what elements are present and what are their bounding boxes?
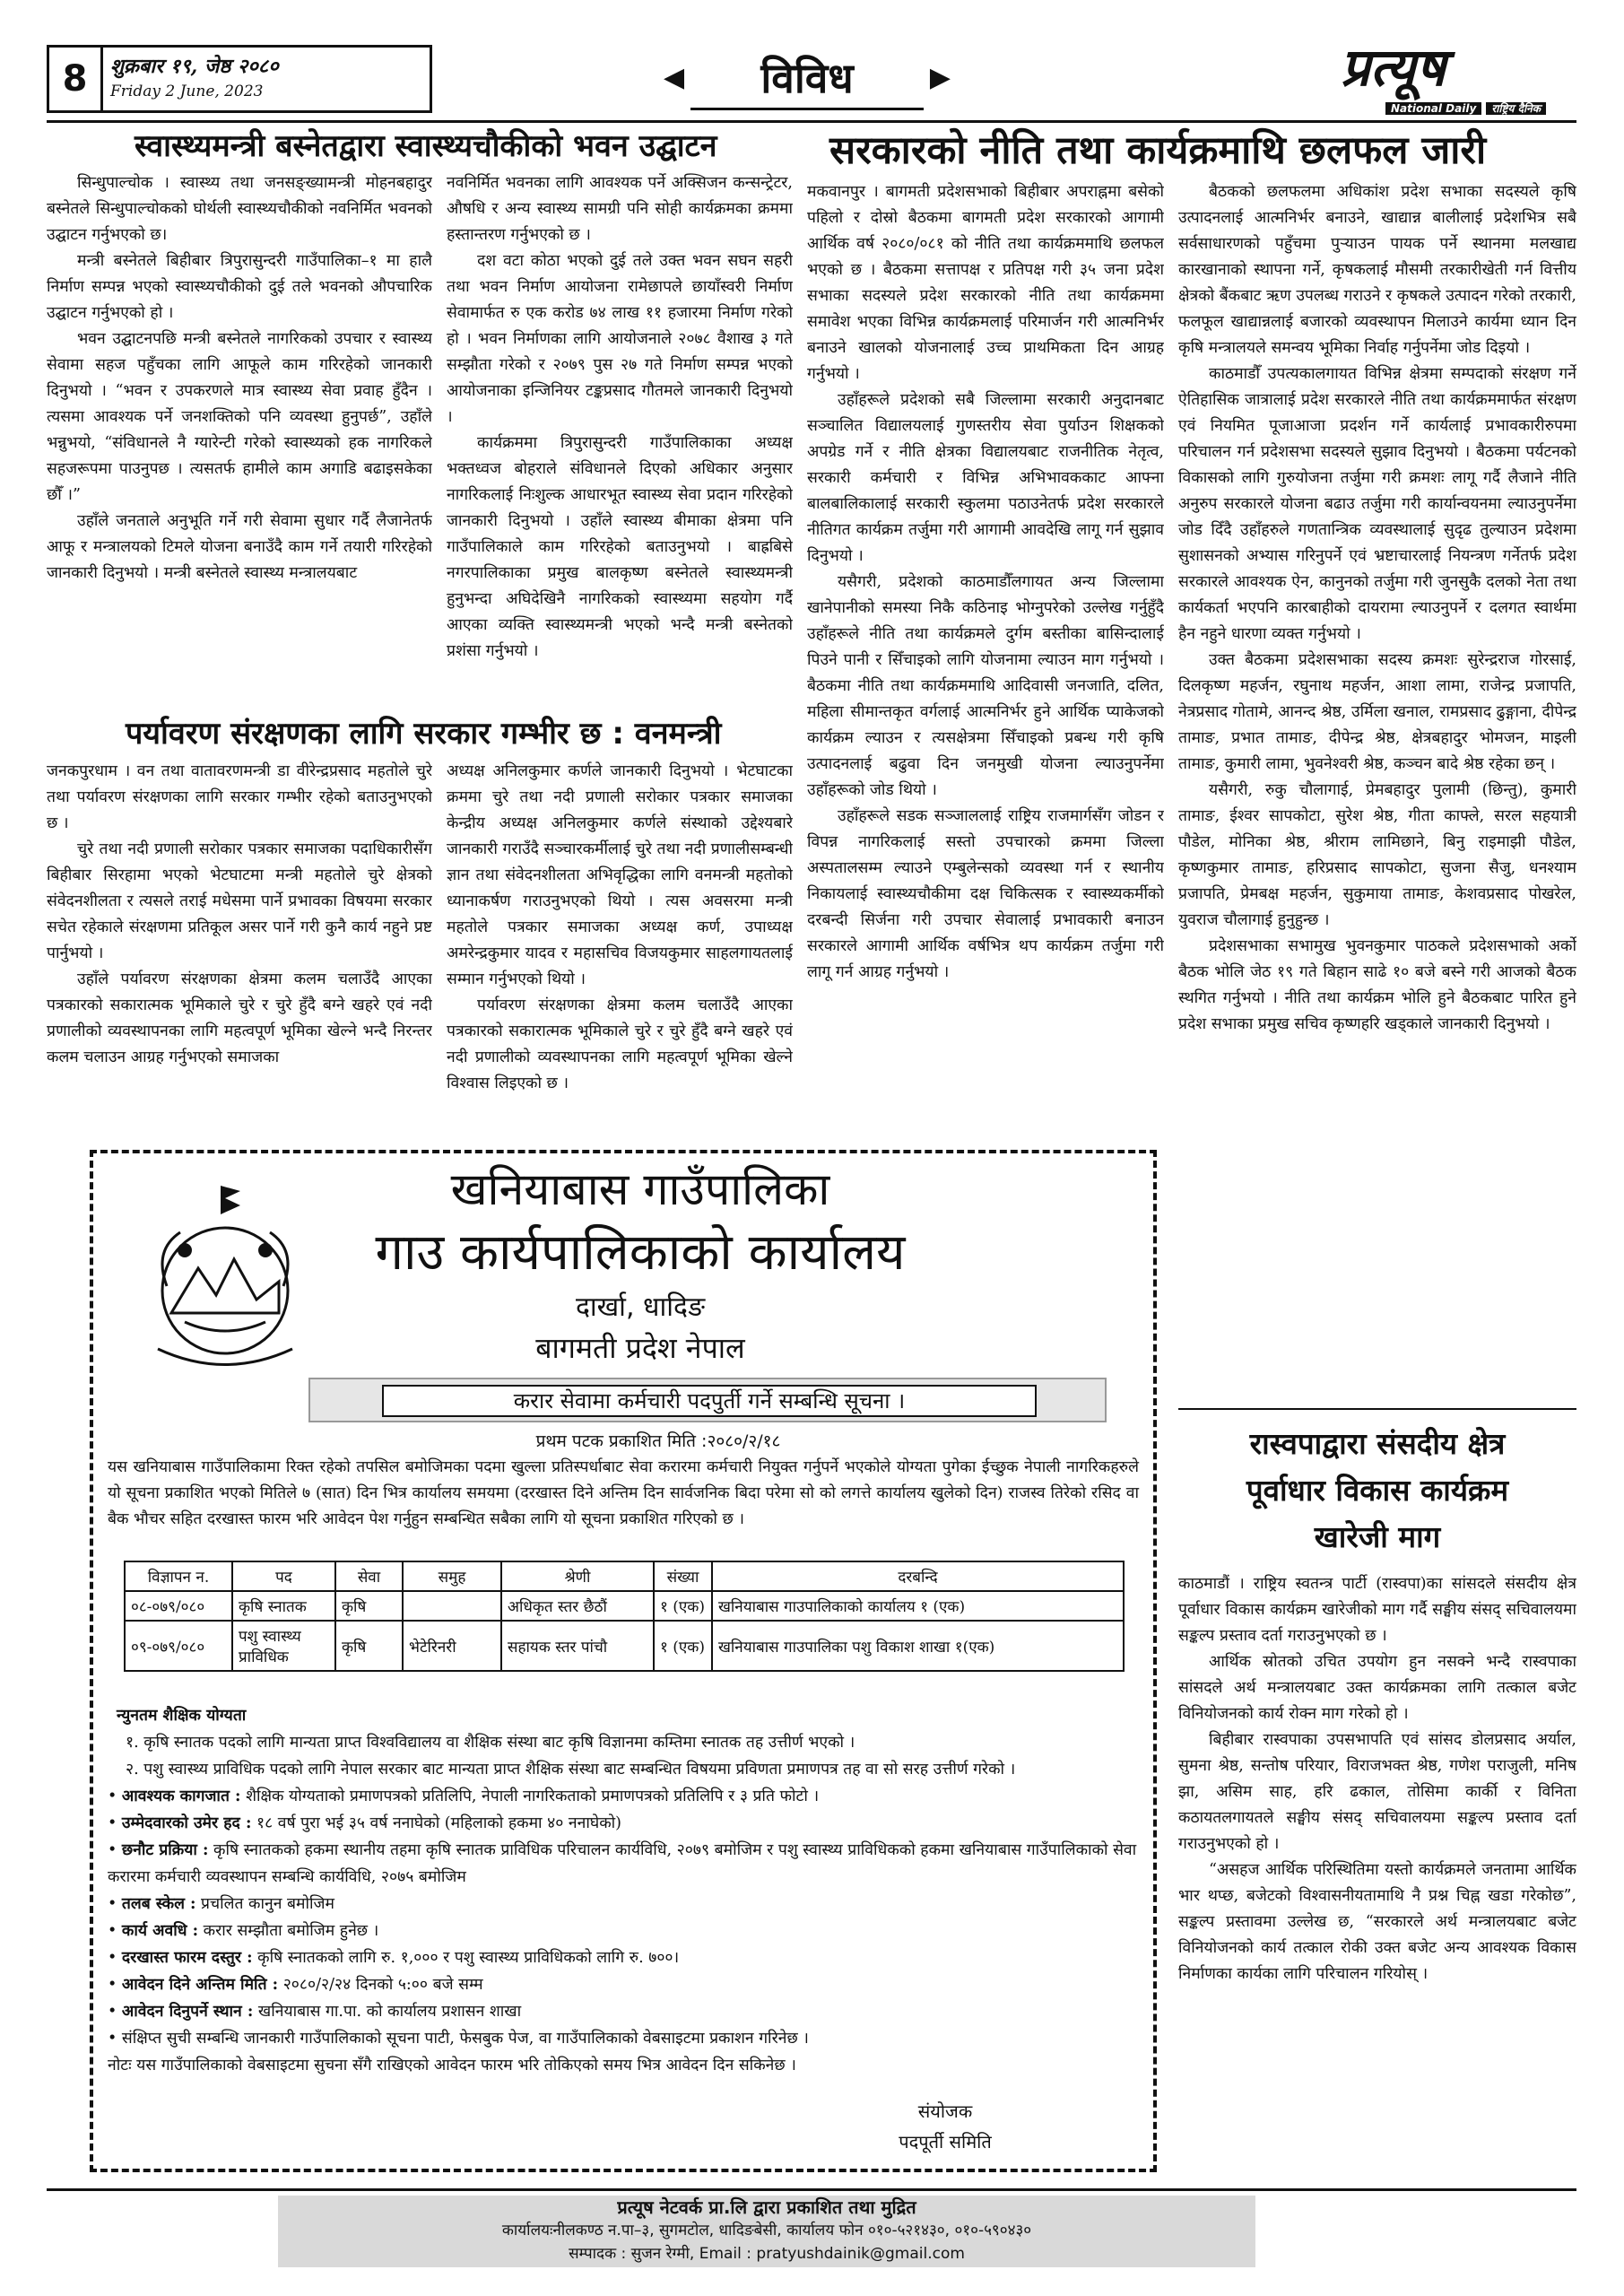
requirement-text: कृषि स्नातकको लागि रु. १,००० र पशु स्वास्थ्य प्राविधिकको लागि रु. ७००। xyxy=(252,1949,680,1967)
notice-note: नोटः यस गाउँपालिकाको वेबसाइटमा सुचना सँगै राखिएको आवेदन फारम भरि तोकिएको समय भित्र आवेदन दिन सकिनेछ । xyxy=(108,2057,796,2074)
paragraph: यसैगरी, प्रदेशको काठमाडौँलगायत अन्य जिल्लामा खानेपानीको समस्या निकै कठिनाइ भोग्नुपरेको उल्लेख गर्नुहुँदै उहाँहरूले नीति तथा कार्यक्रमले दुर्गम बस्तीका बासिन्दालाई पिउने पानी र सिँचाइको लागि योजनामा ल्याउन माग गर्नुभयो । बैठकमा नीति तथा कार्यक्रममाथि आदिवासी जनजाति, दलित, महिला सीमान्तकृत वर्गलाई आत्मनिर्भर हुने आर्थिक प्याकेजको कार्यक्रम ल्याउन र त्यसक्षेत्रमा सिँचाइको प्रबन्ध गरी कृषि उत्पादनलाई बढुवा दिन जनमुखी योजना ल्याउनुपर्नेमा उहाँहरूको जोड थियो । xyxy=(807,573,1164,799)
bullet-icon: • xyxy=(108,1814,122,1832)
bullet-icon: • xyxy=(108,1949,122,1967)
requirement-text: करार सम्झौता बमोजिम हुनेछ । xyxy=(198,1922,379,1940)
requirement-text: खनियाबास गा.पा. को कार्यालय प्रशासन शाखा xyxy=(253,2003,522,2021)
requirement-label: तलब स्केल : xyxy=(121,1895,196,1913)
requirement-label: आवेदन दिनुपर्ने स्थान : xyxy=(121,2003,254,2021)
date-nepali: शुक्रबार १९, जेष्ठ २०८० xyxy=(110,55,279,78)
requirement-label: आवेदन दिने अन्तिम मिति : xyxy=(121,1976,279,1994)
signatory-title: संयोजक xyxy=(917,2100,973,2122)
qualification-item: १. कृषि स्नातक पदको लागि मान्यता प्राप्त विश्वविद्यालय वा शैक्षिक संस्था बाट कृषि विज्ञानमा कम्तिमा स्नातक तह उत्तीर्ण भएको । xyxy=(126,1734,855,1752)
requirement-item xyxy=(108,1837,1139,1891)
paragraph: यसैगरी, रुकु चौलागाई, प्रेमबहादुर पुलामी (छिन्तु), कुमारी तामाङ, ईश्वर सापकोटा, सुरेश श्रेष्ठ, गीता काफ्ले, सरल सहयात्री पौडेल, मोनिका श्रेष्ठ, श्रीराम लामिछाने, बिनु राइमाझी पौडेल, कृष्णकुमार तामाङ, हरिप्रसाद सापकोटा, सुजना सैजु, धनश्याम प्रजापति, प्रेमबक्ष महर्जन, सुकुमाया तामाङ, केशवप्रसाद पोखरेल, युवराज चौलागाई हुनुहुन्छ । xyxy=(1178,781,1576,929)
policy-col-2 xyxy=(1178,179,1576,1381)
bullet-icon: • xyxy=(108,1787,122,1805)
requirement-item xyxy=(108,1783,1139,1810)
column-header: पद xyxy=(232,1561,335,1591)
requirement-text: कृषि स्नातकको हकमा स्थानीय तहमा कृषि स्नातक प्राविधिक परिचालन कार्यविधि, २०७९ बमोजिम र पशु स्वास्थ्य प्राविधिकको हकमा खनियाबास गाउँपालिकाको सेवा करारमा कर्मचारी व्यवस्थापन सम्बन्धि कार्यविधि, २०७५ बमोजिम xyxy=(108,1841,1137,1886)
notice-office: गाउ कार्यपालिकाको कार्यालय xyxy=(375,1223,906,1282)
requirement-item xyxy=(108,1944,1139,1971)
table-cell: ०९-०७९/०८० xyxy=(125,1621,232,1671)
section-tab xyxy=(664,45,951,113)
bullet-icon: • xyxy=(108,1922,122,1940)
footer-address: कार्यालयःनीलकण्ठ न.पा–३, सुगमटोल, धादिङबेसी, कार्यालय फोन ०१०-५२१४३०, ०१०-५९०४३० xyxy=(501,2222,1032,2239)
bullet-icon: • xyxy=(108,1841,122,1859)
paragraph: सिन्धुपाल्चोक । स्वास्थ्य तथा जनसङ्ख्यामन्त्री मोहनबहादुर बस्नेतले सिन्धुपाल्चोकको घोर्थली स्वास्थ्यचौकीको नवनिर्मित भवनको उद्घाटन गर्नुभएको छ। xyxy=(47,174,432,244)
requirement-item xyxy=(108,1971,1139,1998)
paragraph: उक्त बैठकमा प्रदेशसभाका सदस्य क्रमशः सुरेन्द्रराज गोरसाई, दिलकृष्ण महर्जन, रघुनाथ महर्जन, आशा लामा, राजेन्द्र प्रजापति, नेत्रप्रसाद गोतामे, आनन्द श्रेष्ठ, उर्मिला खनाल, रामप्रसाद ढुङ्गाना, दीपेन्द्र तामाङ, प्रभात तामाङ, दीपेन्द्र श्रेष्ठ, क्षेत्रबहादुर भोमजन, माइली तामाङ, कुमारी लामा, भुवनेश्वरी श्रेष्ठ, कञ्चन बादे श्रेष्ठ रहेका छन् । xyxy=(1178,651,1576,773)
paragraph: काठमाडौं । राष्ट्रिय स्वतन्त्र पार्टी (रास्वपा)का सांसदले संसदीय क्षेत्र पूर्वाधार विकास कार्यक्रम खारेजीको माग गर्दै सङ्घीय संसद् सचिवालयमा सङ्कल्प प्रस्ताव दर्ता गराउनुभएको छ । xyxy=(1178,1575,1576,1645)
table-cell xyxy=(403,1591,501,1621)
paragraph: बिहीबार रास्वपाका उपसभापति एवं सांसद डोलप्रसाद अर्याल, सुमना श्रेष्ठ, सन्तोष परियार, विराजभक्त श्रेष्ठ, गणेश पराजुली, मनिष झा, असिम साह, हरि ढकाल, तोसिमा कार्की र विनिता कठायतलगायतले सङ्घीय संसद् सचिवालयमा सङ्कल्प प्रस्ताव दर्ता गराउनुभएको हो । xyxy=(1178,1731,1576,1853)
bullet-icon: • xyxy=(108,2030,122,2048)
min-qualification-title: न्युनतम शैक्षिक योग्यता xyxy=(117,1707,247,1725)
paragraph: कार्यक्रममा त्रिपुरासुन्दरी गाउँपालिकाका अध्यक्ष भक्तध्वज बोहराले संविधानले दिएको अधिकार अनुसार नागरिकलाई निःशुल्क आधारभूत स्वास्थ्य सेवा प्रदान गरिरहेको जानकारी दिनुभयो । उहाँले स्वास्थ्य बीमाका क्षेत्रमा पनि गाउँपालिकाले काम गरिरहेको बताउनुभयो । बाह्रबिसे नगरपालिकाका प्रमुख बालकृष्ण बस्नेतले स्वास्थ्यमन्त्री हुनुभन्दा अघिदेखिनै नागरिकको स्वास्थ्यमा सहयोग गर्दै आएका व्यक्ति स्वास्थ्यमन्त्री भएको भन्दै मन्त्री बस्नेतको प्रशंसा गर्नुभयो । xyxy=(447,434,793,660)
arrow-right-icon: ▶ xyxy=(929,62,951,93)
requirement-label: छनौट प्रक्रिया : xyxy=(121,1841,209,1859)
notice-place: दार्खा, धादिङ xyxy=(575,1292,706,1323)
requirement-label: आवश्यक कागजात : xyxy=(121,1787,241,1805)
table-cell: १ (एक) xyxy=(654,1591,712,1621)
footer xyxy=(278,2196,1255,2267)
bullet-icon: • xyxy=(108,1895,122,1913)
requirement-text: २०८०/२/२४ दिनको ५:०० बजे सम्म xyxy=(278,1976,483,1994)
table-cell: अधिकृत स्तर छैठौं xyxy=(501,1591,654,1621)
headline-rpp-2: पूर्वाधार विकास कार्यक्रम xyxy=(1246,1473,1509,1508)
page-number: 8 xyxy=(49,48,103,110)
headline-policy: सरकारको नीति तथा कार्यक्रमाथि छलफल जारी xyxy=(829,128,1487,173)
requirement-text: १८ वर्ष पुरा भई ३५ वर्ष ननाघेको (महिलाको हकमा ४० ननाघेको) xyxy=(251,1814,621,1832)
signatory-committee: पदपूर्ती समिति xyxy=(899,2131,992,2152)
paragraph: अध्यक्ष अनिलकुमार कर्णले जानकारी दिनुभयो । भेटघाटका क्रममा चुरे तथा नदी प्रणाली सरोकार पत्रकार समाजका केन्द्रीय अध्यक्ष अनिलकुमार कर्णले संस्थाको उद्देश्यबारे जानकारी गराउँदै सञ्चारकर्मीलाई चुरे तथा नदी प्रणालीसम्बन्धी ज्ञान तथा संवेदनशीलता अभिवृद्धिका लागि वनमन्त्री महतोको ध्यानाकर्षण गराउनुभएको थियो । त्यस अवसरमा मन्त्री महतोले पत्रकार समाजका अध्यक्ष कर्ण, उपाध्यक्ष अमरेन्द्रकुमार यादव र महासचिव विजयकुमार साहलगायतलाई सम्मान गर्नुभएको थियो । xyxy=(447,762,793,988)
notice-subject-band xyxy=(308,1378,1107,1422)
logo-tagline xyxy=(1385,99,1546,116)
notice-box xyxy=(90,1150,1157,2172)
health-col-1 xyxy=(47,170,432,673)
footer-publisher: प्रत्यूष नेटवर्क प्रा.लि द्वारा प्रकाशित तथा मुद्रित xyxy=(617,2196,916,2218)
table-cell: ०८-०७९/०८० xyxy=(125,1591,232,1621)
table-cell: १ (एक) xyxy=(654,1621,712,1671)
requirement-text: संक्षिप्त सुची सम्बन्धि जानकारी गाउँपालिकाको सूचना पाटी, फेसबुक पेज, वा गाउँपालिकाको वेबसाइटमा प्रकाशन गरिनेछ । xyxy=(121,2030,809,2048)
table-cell: खनियाबास गाउपालिकाको कार्यालय १ (एक) xyxy=(712,1591,1124,1621)
env-col-1 xyxy=(47,759,432,1134)
table-cell: खनियाबास गाउपालिका पशु विकाश शाखा १(एक) xyxy=(712,1621,1124,1671)
headline-health: स्वास्थ्यमन्त्री बस्नेतद्वारा स्वास्थ्यचौकीको भवन उद्घाटन xyxy=(135,128,717,164)
paragraph: उहाँहरूले सडक सञ्जाललाई राष्ट्रिय राजमार्गसँग जोडन र विपन्न नागरिकलाई सस्तो उपचारको क्रममा जिल्ला अस्पतालसम्म ल्याउने एम्बुलेन्सको व्यवस्था गर्न र स्थानीय निकायलाई स्वास्थ्यचौकीमा दक्ष चिकित्सक र स्वास्थ्यकर्मीको दरबन्दी सिर्जना गरी उपचार सेवालाई प्रभावकारी बनाउन सरकारले आगामी आर्थिक वर्षभित्र थप कार्यक्रम तर्जुमा गरी लागू गर्न आग्रह गर्नुभयो । xyxy=(807,807,1164,981)
notice-published-date: प्रथम पटक प्रकाशित मिति :२०८०/२/१८ xyxy=(535,1431,781,1451)
notice-org: खनियाबास गाउँपालिका xyxy=(450,1163,830,1215)
header-rule xyxy=(47,120,1576,123)
requirement-item xyxy=(108,2025,1139,2052)
page-header-left xyxy=(47,45,432,113)
paragraph: बैठकको छलफलमा अधिकांश प्रदेश सभाका सदस्यले कृषि उत्पादनलाई आत्मनिर्भर बनाउने, खाद्यान्न बालीलाई प्रदेशभित्र सबै सर्वसाधारणको पहुँचमा पुर्‍याउन पायक पर्ने स्थानमा मलखाद्य कारखानाको स्थापना गर्ने, कृषकलाई मौसमी तरकारीखेती गर्न वित्तीय क्षेत्रको बैंकबाट ऋण उपलब्ध गराउने र कृषकले उत्पादन गरेको तरकारी, फलफूल खाद्यान्नलाई बजारको व्यवस्थापन मिलाउने कार्यमा ध्यान दिन कृषि मन्त्रालयले समन्वय भूमिका निर्वाह गर्नुपर्नेमा जोड दिइयो । xyxy=(1178,183,1576,357)
requirement-item xyxy=(108,1918,1139,1944)
table-row xyxy=(125,1591,1124,1621)
notice-province: बागमती प्रदेश नेपाल xyxy=(535,1331,745,1365)
headline-environment: पर्यावरण संरक्षणका लागि सरकार गम्भीर छ : वनमन्त्री xyxy=(126,716,722,752)
paragraph: पर्यावरण संरक्षणका क्षेत्रमा कलम चलाउँदै आएका पत्रकारको सकारात्मक भूमिकाले चुरे र चुरे हुँदै बग्ने खहरे एवं नदी प्रणालीको व्यवस्थापनका लागि महत्वपूर्ण भूमिका खेल्ने विश्वास लिइएको छ । xyxy=(447,996,793,1092)
logo-wordmark: प्रत्यूष xyxy=(1341,37,1446,98)
section-title: विविध xyxy=(760,54,854,102)
column-header: दरबन्दि xyxy=(712,1561,1124,1591)
notice-body: यस खनियाबास गाउँपालिकामा रिक्त रहेको तपसिल बमोजिमका पदमा खुल्ला प्रतिस्पर्धाबाट सेवा करारमा कर्मचारी नियुक्त गर्नुपर्ने भएकोले योग्यता पुगेका ईच्छुक नेपाली नागरिकहरुले यो सूचना प्रकाशित भएको मितिले ७ (सात) दिन भित्र कार्यालय समयमा (दरखास्त दिने अन्तिम दिन सार्वजनिक बिदा परेमा सो को लगत्ते कार्यालय खुलेको दिन) राजस्व तिरेको रसिद वा बैक भौचर सहित दरखास्त फारम भरि आवेदन पेश गर्नुहुन सम्बन्धित सबैका लागि यो सूचना प्रकाशित गरिएको छ । xyxy=(108,1458,1139,1528)
requirement-item xyxy=(108,1810,1139,1837)
column-header: श्रेणी xyxy=(501,1561,654,1591)
column-header: विज्ञापन न. xyxy=(125,1561,232,1591)
env-col-2 xyxy=(447,759,793,1134)
bullet-icon: • xyxy=(108,2003,122,2021)
table-header-row xyxy=(125,1561,1124,1591)
paragraph: मन्त्री बस्नेतले बिहीबार त्रिपुरासुन्दरी गाउँपालिका–१ मा हालै निर्माण सम्पन्न भएको स्वास्थ्यचौकीको दुई तले भवनको औपचारिक उद्घाटन गर्नुभएको हो । xyxy=(47,252,432,322)
vacancy-table xyxy=(124,1561,1125,1672)
paragraph: आर्थिक स्रोतको उचित उपयोग हुन नसक्ने भन्दै रास्वपाका सांसदले अर्थ मन्त्रालयबाट उक्त कार्यक्रमका लागि तत्काल बजेट विनियोजनको कार्य रोक्न माग गरेको हो । xyxy=(1178,1653,1576,1723)
rpp-top-rule xyxy=(1178,1408,1576,1410)
table-cell: भेटेरिनरी xyxy=(403,1621,501,1671)
health-col-2 xyxy=(447,170,793,673)
requirement-item xyxy=(108,1998,1139,2025)
requirement-text: शैक्षिक योग्यताको प्रमाणपत्रको प्रतिलिपि, नेपाली नागरिकताको प्रमाणपत्रको प्रतिलिपि र ३ प्रति फोटो । xyxy=(240,1787,820,1805)
paragraph: काठमाडौँ उपत्यकालगायत विभिन्न क्षेत्रमा सम्पदाको संरक्षण गर्ने ऐतिहासिक जात्रालाई प्रदेश सरकारले नीति तथा कार्यक्रममार्फत संरक्षण एवं नियमित पूजाआजा प्रदर्शन गर्ने कार्यलाई प्रभावकारीरुपमा परिचालन गर्न प्रदेशसभा सदस्यले सुझाव दिनुभयो । बैठकमा पर्यटनको विकासको लागि गुरुयोजना तर्जुमा गरी क्रमशः लागू गर्दै लैजाने नीति अनुरुप सरकारले योजना बढाउ तर्जुमा गरी कार्यान्वयनमा ल्याउनुपर्नेमा जोड दिँदै उहाँहरुले गणतान्त्रिक व्यवस्थालाई सुदृढ तुल्याउन प्रदेशमा सुशासनको अभ्यास गरिनुपर्ने एवं भ्रष्टाचारलाई नियन्त्रण गर्नेतर्फ प्रदेश सरकारले आवश्यक ऐन, कानुनको तर्जुमा गरी जुनसुकै दलको नेता तथा कार्यकर्ता भएपनि कारबाहीको दायरामा ल्याउनुपर्ने र दलगत स्वार्थमा हैन नहुने धारणा व्यक्त गर्नुभयो । xyxy=(1178,365,1576,643)
paragraph: उहाँले पर्यावरण संरक्षणका क्षेत्रमा कलम चलाउँदै आएका पत्रकारको सकारात्मक भूमिकाले चुरे र चुरे हुँदै बग्ने खहरे एवं नदी प्रणालीको व्यवस्थापनका लागि महत्वपूर्ण भूमिका खेल्ने भन्दै निरन्तर कलम चलाउन आग्रह गर्नुभएको समाजका xyxy=(47,970,432,1066)
requirement-item xyxy=(108,1891,1139,1918)
column-header: समुह xyxy=(403,1561,501,1591)
requirement-label: उम्मेदवारको उमेर हद : xyxy=(121,1814,252,1832)
government-seal xyxy=(131,1178,319,1376)
logo-tagline-np: राष्ट्रिय दैनिक xyxy=(1486,102,1546,115)
paragraph: नवनिर्मित भवनका लागि आवश्यक पर्ने अक्सिजन कन्सन्ट्रेटर, औषधि र अन्य स्वास्थ्य सामग्री पनि सोही कार्यक्रमका क्रममा हस्तान्तरण गर्नुभएको छ । xyxy=(447,174,793,244)
paragraph: उहाँले जनताले अनुभूति गर्ने गरी सेवामा सुधार गर्दै लैजानेतर्फ आफू र मन्त्रालयको टिमले योजना बनाउँदै काम गर्ने तयारी गरिरहेको जानकारी दिनुभयो । मन्त्री बस्नेतले स्वास्थ्य मन्त्रालयबाट xyxy=(47,512,432,582)
requirement-label: कार्य अवधि : xyxy=(121,1922,199,1940)
table-cell: सहायक स्तर पांचौ xyxy=(501,1621,654,1671)
paragraph: उहाँहरूले प्रदेशको सबै जिल्लामा सरकारी अनुदानबाट सञ्चालित विद्यालयलाई गुणस्तरीय सेवा पुर्याउन शिक्षकको अपग्रेड गर्ने र नीति क्षेत्रका विद्यालयबाट राजनीतिक नेतृत्व, सरकारी कर्मचारी र विभिन्न अभिभावककाट आफ्ना बालबालिकालाई सरकारी स्कुलमा पठाउनेतर्फ प्रदेश सरकारले नीतिगत कार्यक्रम तर्जुमा गरी आगामी आवदेखि लागू गर्न सुझाव दिनुभयो । xyxy=(807,391,1164,565)
footer-editor: सम्पादक : सुजन रेग्मी, Email : pratyushdainik@gmail.com xyxy=(569,2245,965,2263)
column-header: सेवा xyxy=(335,1561,403,1591)
footer-rule xyxy=(47,2188,1576,2191)
bullet-icon: • xyxy=(108,1976,122,1994)
paragraph: मकवानपुर । बागमती प्रदेशसभाको बिहीबार अपराह्नमा बसेको पहिलो र दोस्रो बैठकमा बागमती प्रदेश सरकारको आगामी आर्थिक वर्ष २०८०/०८१ को नीति तथा कार्यक्रममाथि छलफल भएको छ । बैठकमा सत्तापक्ष र प्रतिपक्ष गरी ३५ जना प्रदेश सभाका सदस्यले प्रदेश सरकारको नीति तथा कार्यक्रममा समावेश भएका विभिन्न कार्यक्रमलाई परिमार्जन गरी आत्मनिर्भर बनाउने खालको योजनालाई उच्च प्राथमिकता दिन आग्रह गर्नुभयो । xyxy=(807,183,1164,383)
logo-tagline-en: National Daily xyxy=(1385,102,1481,115)
rpp-body xyxy=(1178,1571,1576,2145)
paragraph: प्रदेशसभाका सभामुख भुवनकुमार पाठकले प्रदेशसभाको अर्को बैठक भोलि जेठ १९ गते बिहान साढे १० बजे बस्ने गरी आजको बैठक स्थगित गर्नुभयो । नीति तथा कार्यक्रम भोलि हुने बैठकबाट पारित हुने प्रदेश सभाका प्रमुख सचिव कृष्णहरि खड्काले जानकारी दिनुभयो । xyxy=(1178,937,1576,1033)
column-header: संख्या xyxy=(654,1561,712,1591)
paragraph: जनकपुरधाम । वन तथा वातावरणमन्त्री डा वीरेन्द्रप्रसाद महतोले चुरे तथा पर्यावरण संरक्षणका लागि सरकार गम्भीर रहेको बताउनुभएको छ । xyxy=(47,762,432,832)
paragraph: भवन उद्घाटनपछि मन्त्री बस्नेतले नागरिकको उपचार र स्वास्थ्य सेवामा सहज पहुँचका लागि आफूले काम गरिरहेको जानकारी दिनुभयो । “भवन र उपकरणले मात्र स्वास्थ्य सेवा प्रवाह हुँदैन । त्यसमा आवश्यक पर्ने जनशक्तिको पनि व्यवस्था हुनुपर्छ”, उहाँले भन्नुभयो, “संविधानले नै ग्यारेन्टी गरेको स्वास्थ्यको हक नागरिकले सहजरूपमा पाउनुपछ । त्यसतर्फ हामीले काम अगाडि बढाइसकेका छौँ ।” xyxy=(47,330,432,504)
qualification-item: २. पशु स्वास्थ्य प्राविधिक पदको लागि नेपाल सरकार बाट मान्यता प्राप्त शैक्षिक संस्था बाट सम्बन्धित विषयमा प्रविणता प्रमाणपत्र तह वा सो सरह उत्तीर्ण गरेको । xyxy=(126,1761,1016,1779)
table-row xyxy=(125,1621,1124,1671)
headline-rpp-3: खारेजी माग xyxy=(1314,1519,1441,1554)
requirements xyxy=(108,1702,1139,2079)
table-cell: पशु स्वास्थ्य प्राविधिक xyxy=(232,1621,335,1671)
section-underline xyxy=(690,108,924,110)
requirement-label: दरखास्त फारम दस्तुर : xyxy=(121,1949,253,1967)
paragraph: दश वटा कोठा भएको दुई तले उक्त भवन सघन सहरी तथा भवन निर्माण आयोजना रामेछापले छायाँस्वरी निर्माण सेवामार्फत रु एक करोड ७४ लाख ११ हजारमा निर्माण गरेको हो । भवन निर्माणका लागि आयोजनाले २०७८ वैशाख ३ गते सम्झौता गरेको र २०७९ पुस २७ गते निर्माण सम्पन्न भएको आयोजनाका इन्जिनियर टङ्कप्रसाद गौतमले जानकारी दिनुभयो । xyxy=(447,252,793,426)
date-english: Friday 2 June, 2023 xyxy=(110,83,264,100)
arrow-left-icon: ◀ xyxy=(664,62,685,93)
notice-subject: करार सेवामा कर्मचारी पदपुर्ती गर्ने सम्बन्धि सूचना । xyxy=(382,1385,1037,1417)
masthead-logo xyxy=(1323,38,1583,118)
table-cell: कृषि स्नातक xyxy=(232,1591,335,1621)
paragraph: “असहज आर्थिक परिस्थितिमा यस्तो कार्यक्रमले जनतामा आर्थिक भार थप्छ, बजेटको विश्वासनीयतामाथि नै प्रश्न चिह्न खडा गरेकोछ”, सङ्कल्प प्रस्तावमा उल्लेख छ, “सरकारले अर्थ मन्त्रालयबाट बजेट विनियोजनको कार्य तत्काल रोकी उक्त बजेट अन्य आवश्यक विकास निर्माणका कार्यका लागि परिचालन गरियोस् । xyxy=(1178,1861,1576,1983)
table-cell: कृषि xyxy=(335,1591,403,1621)
paragraph: चुरे तथा नदी प्रणाली सरोकार पत्रकार समाजका पदाधिकारीसँग बिहीबार सिरहामा भएको भेटघाटमा मन्त्री महतोले चुरे क्षेत्रको संवेदनशीलता र त्यसले तराई मधेसमा पार्ने प्रभावका विषयमा सरकार सचेत रहेकाले संरक्षणमा प्रतिकूल असर पार्ने गरी कुनै कार्य नहुने प्रष्ट पार्नुभयो । xyxy=(47,840,432,962)
nepal-emblem-icon xyxy=(131,1178,319,1376)
headline-rpp-1: रास्वपाद्वारा संसदीय क्षेत्र xyxy=(1249,1426,1506,1461)
requirement-text: प्रचलित कानुन बमोजिम xyxy=(195,1895,334,1913)
policy-col-1 xyxy=(807,179,1164,1139)
table-cell: कृषि xyxy=(335,1621,403,1671)
